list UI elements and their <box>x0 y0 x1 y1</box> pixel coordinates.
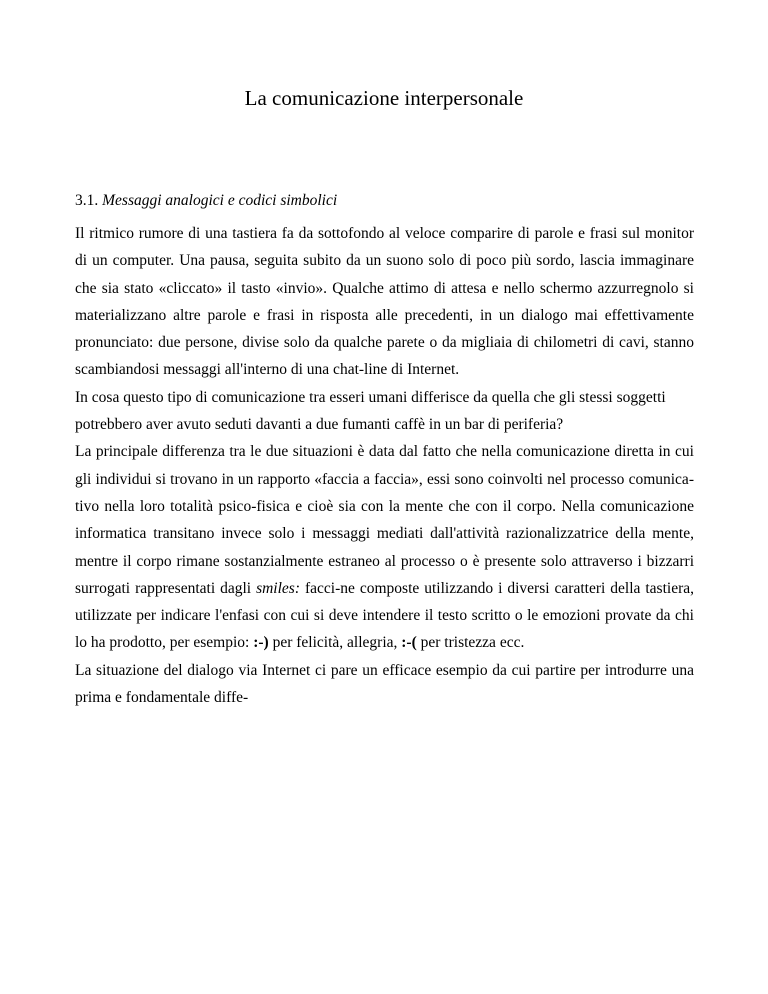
paragraph: Il ritmico rumore di una tastiera fa da sottofondo al veloce comparire di parole e frasi sul monitor di un computer. Una pausa, seguita subito da un suono solo di poco più sordo, lascia immaginare che sia stato «cliccato» il tasto «invio». Qualche attimo di attesa e nello schermo azzurregnolo si materializzano altre parole e frasi in risposta alle precedenti, in un dialogo mai effettivamente pronunciato: due persone, divise solo da qualche parete o da migliaia di chilometri di cavi, stanno scambiandosi messaggi all'interno di una chat-line di Internet. <box>75 225 694 379</box>
document-title: La comunicazione interpersonale <box>244 86 524 110</box>
paragraph-text: per tristezza ecc. <box>416 634 525 652</box>
paragraph <box>75 438 694 656</box>
paragraph-text: per felicità, allegria, <box>268 634 402 652</box>
section-title: Messaggi analogici e codici simbolici <box>102 192 338 209</box>
document-body <box>75 220 694 711</box>
smiles-term: smiles: <box>256 579 300 597</box>
paragraph: In cosa questo tipo di comunicazione tra esseri umani differisce da quella che gli stessi soggetti potrebbero aver avuto seduti davanti a due fumanti caffè in un bar di periferia? <box>75 388 666 434</box>
paragraph-text: facci-ne composte utilizzando i diversi caratteri della tastiera, utilizzate per indicare l'enfasi con cui si deve intendere il testo scritto o le emozioni provate da chi lo ha prodotto, per esempio: <box>75 579 694 652</box>
paragraph-text: La principale differenza tra le due situazioni è data dal fatto che nella comunicazione diretta in cui gli individui si trovano in un rapporto «faccia a faccia», essi sono coinvolti nel processo comunicativo nella loro totalità psico-fisica e cioè sia con la mente che con il corpo. Nella comunicazione informatica transitano invece solo i messaggi mediati dall'attività razionalizzatrice della mente, mentre il corpo rimane sostanzialmente estraneo al processo o è presente solo attraverso i bizzarri surrogati rappresentati dagli <box>75 443 694 597</box>
section-number: 3.1. <box>75 192 99 209</box>
smiley-sad: :-( <box>401 634 417 652</box>
smiley-happy: :-) <box>253 634 269 652</box>
section-heading <box>75 191 337 211</box>
paragraph: La situazione del dialogo via Internet ci pare un efficace esempio da cui partire per introdurre una prima e fondamentale diffe- <box>75 661 694 707</box>
